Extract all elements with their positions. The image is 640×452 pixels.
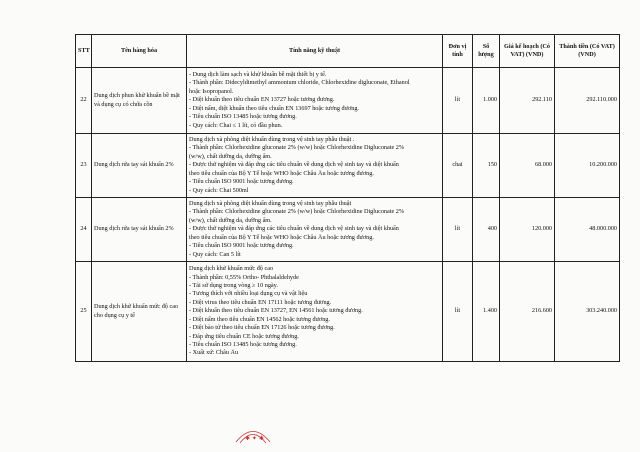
- spec-line: Dung dịch khử khuẩn mức độ cao: [189, 265, 274, 273]
- spec-line: - Diệt khuẩn theo tiêu chuẩn EN 13727 hoặc tương đương.: [189, 96, 335, 104]
- spec-line: theo tiêu chuẩn của Bộ Y Tế hoặc WHO hoặc Châu Âu hoặc tương đương.: [189, 233, 374, 241]
- row-price: 68.000: [500, 134, 555, 198]
- row-product-name: Dung dịch rửa tay sát khuẩn 2%: [92, 134, 187, 198]
- row-unit: chai: [443, 134, 473, 198]
- row-price: 120.000: [500, 198, 555, 262]
- header-total: Thành tiền (Có VAT) (VND): [555, 35, 620, 68]
- spec-line: theo tiêu chuẩn của Bộ Y Tế hoặc WHO hoặc Châu Âu hoặc tương đương.: [189, 169, 374, 177]
- row-qty: 1.400: [473, 262, 500, 362]
- spec-line: - Diệt virus theo tiêu chuẩn EN 17111 hoặc tương đương.: [189, 298, 332, 306]
- spec-line: - Quy cách: Can 5 lít: [189, 250, 241, 258]
- table-row: [76, 262, 620, 362]
- spec-line: - Đáp ứng tiêu chuẩn CE hoặc tương đương.: [189, 332, 299, 340]
- table-row: [76, 198, 620, 262]
- row-product-name: Dung dịch phun khử khuẩn bề mặt và dụng cụ có chứa cồn: [92, 68, 187, 134]
- spec-line: - Quy cách: Chai 500ml: [189, 186, 249, 194]
- row-price: 216.600: [500, 262, 555, 362]
- spec-line: - Tiêu chuẩn ISO 9001 hoặc tương đương.: [189, 178, 294, 186]
- spec-line: - Quy cách: Chai ≤ 1 lít, có đầu phun.: [189, 121, 283, 129]
- spec-line: - Tương thích với nhiều loại dụng cụ và vật liệu: [189, 290, 308, 298]
- row-spec: [187, 68, 443, 134]
- row-unit: lít: [443, 198, 473, 262]
- header-spec: Tính năng kỹ thuật: [187, 35, 443, 68]
- header-unit: Đơn vị tính: [443, 35, 473, 68]
- spec-line: - Dung dịch làm sạch và khử khuẩn bề mặt thiết bị y tế.: [189, 71, 327, 79]
- row-total: 303.240.000: [555, 262, 620, 362]
- row-spec: [187, 134, 443, 198]
- row-total: 292.110.000: [555, 68, 620, 134]
- spec-line: - Được thử nghiệm và đáp ứng các tiêu chuẩn về dung dịch vệ sinh tay và diệt khuẩn: [189, 161, 399, 169]
- spec-line: - Được thử nghiệm và đáp ứng các tiêu chuẩn về dung dịch vệ sinh tay và diệt khuẩn: [189, 225, 399, 233]
- table-row: [76, 68, 620, 134]
- svg-text:✱ ✦ ✱: ✱ ✦ ✱: [245, 435, 264, 442]
- row-unit: lít: [443, 68, 473, 134]
- spec-line: - Thành phần: 0,55% Ortho- Phthalaldehyde: [189, 273, 299, 281]
- spec-line: - Tiêu chuẩn ISO 13485 hoặc tương đương.: [189, 340, 297, 348]
- spec-line: - Thành phần: Chlorhexidine gluconate 2% (w/w) hoặc Chlorhexidine Digluconate 2%: [189, 208, 405, 216]
- spec-line: - Tiêu chuẩn ISO 13485 hoặc tương đương.: [189, 113, 297, 121]
- row-unit: lít: [443, 262, 473, 362]
- spec-line: hoặc Isopropanol.: [189, 87, 234, 95]
- row-total: 10.200.000: [555, 134, 620, 198]
- table-row: [76, 134, 620, 198]
- spec-line: - Tiêu chuẩn ISO 9001 hoặc tương đương.: [189, 242, 294, 250]
- header-name: Tên hàng hóa: [92, 35, 187, 68]
- spec-line: Dung dịch xà phòng diệt khuẩn dùng trong vệ sinh tay phẫu thuật: [189, 200, 352, 208]
- spec-line: - Xuất xứ: Châu Âu: [189, 349, 239, 357]
- row-product-name: Dung dịch khử khuẩn mức độ cao cho dụng cụ y tế: [92, 262, 187, 362]
- header-row: [76, 35, 620, 68]
- row-qty: 150: [473, 134, 500, 198]
- spec-line: - Thành phần: Didecyldimethyl ammonium chloride, Chlorhexidine digluconate, Ethanol: [189, 79, 410, 87]
- row-stt: 24: [76, 198, 92, 262]
- spec-line: - Diệt nấm, diệt khuẩn theo tiêu chuẩn EN 13697 hoặc tương đương.: [189, 104, 359, 112]
- header-stt: STT: [76, 35, 92, 68]
- spec-line: Dung dịch xà phòng diệt khuẩn dùng trong vệ sinh tay phẫu thuật .: [189, 136, 355, 144]
- row-product-name: Dung dịch rửa tay sát khuẩn 2%: [92, 198, 187, 262]
- row-price: 292.110: [500, 68, 555, 134]
- spec-line: (w/w), chất dưỡng da, dưỡng ẩm.: [189, 216, 272, 224]
- spec-line: - Tái sử dụng trong vòng ≥ 10 ngày.: [189, 282, 278, 290]
- spec-line: - Thành phần: Chlorhexidine gluconate 2% (w/w) hoặc Chlorhexidine Digluconate 2%: [189, 144, 405, 152]
- header-price: Giá kế hoạch (Có VAT) (VND): [500, 35, 555, 68]
- spec-line: - Diệt nấm theo tiêu chuẩn EN 14562 hoặc tương đương.: [189, 315, 330, 323]
- row-stt: 23: [76, 134, 92, 198]
- product-spec-table: [75, 34, 620, 362]
- row-spec: [187, 198, 443, 262]
- row-qty: 1.000: [473, 68, 500, 134]
- spec-line: - Diệt khuẩn theo tiêu chuẩn EN 13727, EN 14561 hoặc tương đương.: [189, 307, 363, 315]
- row-qty: 400: [473, 198, 500, 262]
- spec-line: - Diệt bào tử theo tiêu chuẩn EN 17126 hoặc tương đương.: [189, 324, 335, 332]
- row-total: 48.000.000: [555, 198, 620, 262]
- spec-line: (w/w), chất dưỡng da, dưỡng ẩm.: [189, 152, 272, 160]
- row-spec: [187, 262, 443, 362]
- row-stt: 22: [76, 68, 92, 134]
- red-seal-stamp: [232, 418, 274, 448]
- row-stt: 25: [76, 262, 92, 362]
- header-qty: Số lượng: [473, 35, 500, 68]
